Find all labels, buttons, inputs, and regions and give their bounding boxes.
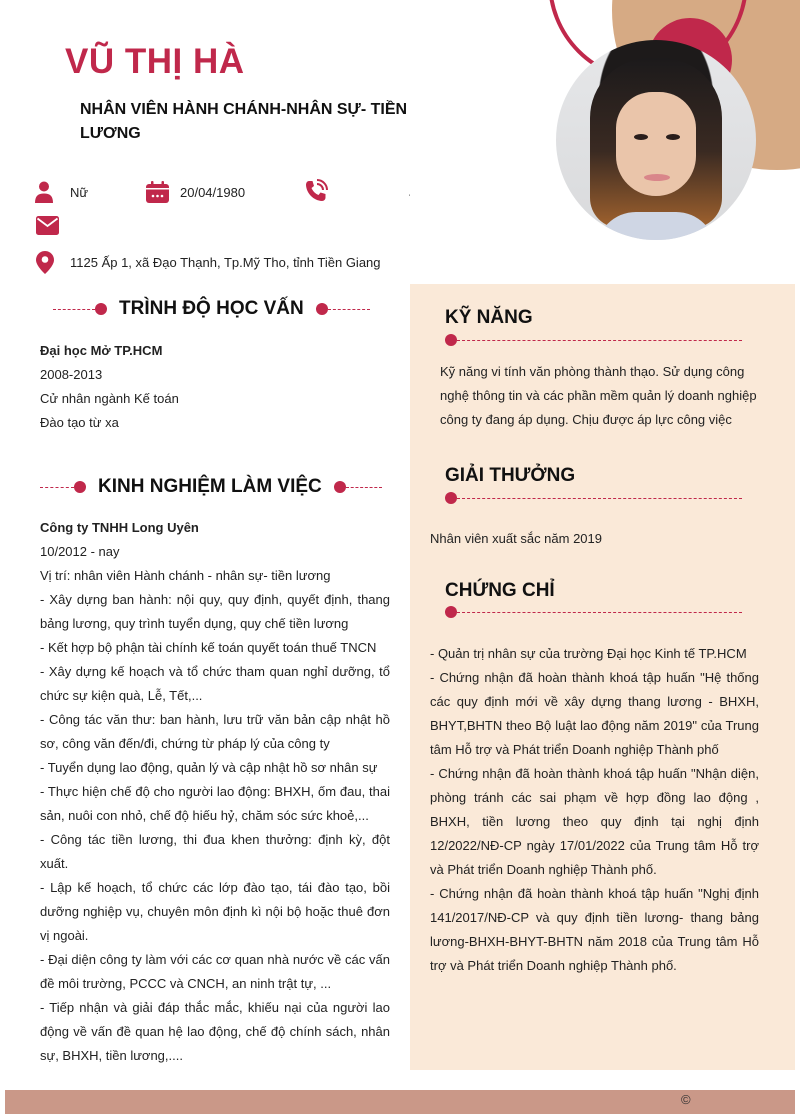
bullet-dot: [95, 303, 107, 315]
bullet-dot: [74, 481, 86, 493]
education-heading: [53, 298, 370, 320]
bullet-dot: [316, 303, 328, 315]
certificate-item: - Chứng nhận đã hoàn thành khoá tập huấn "Nghị định 141/2017/NĐ-CP và quy định tiền lương- thang bảng lương-BHXH-BHYT-BHTN năm 2018 của Trung tâm Hỗ trợ và Phát triển Doanh nghiệp Thành phố.: [430, 886, 759, 973]
divider-line: [457, 612, 742, 613]
divider-line: [457, 340, 742, 341]
experience-duty: - Đại diện công ty làm với các cơ quan nhà nước về các vấn đề môi trường, PCCC và CNCH, an ninh trật tự, ...: [40, 952, 390, 991]
bullet-dot: [445, 492, 457, 504]
education-mode: Đào tạo từ xa: [40, 415, 119, 430]
divider-line: [40, 487, 74, 488]
experience-duty: - Công tác tiền lương, thi đua khen thưởng: định kỳ, đột xuất.: [40, 832, 390, 871]
education-details: [40, 339, 390, 435]
skills-text: Kỹ năng vi tính văn phòng thành thạo. Sử dụng công nghệ thông tin và các phần mềm quản lý doanh nghiệp công ty đang áp dụng. Chịu được áp lực công việc: [440, 364, 757, 427]
experience-period: 10/2012 - nay: [40, 544, 120, 559]
contact-birthday: [145, 180, 245, 204]
education-heading-text: TRÌNH ĐỘ HỌC VẤN: [119, 298, 304, 319]
bullet-dot: [445, 334, 457, 346]
footer-mark: ©: [681, 1092, 691, 1107]
gender-value: Nữ: [70, 184, 89, 200]
contact-address: [35, 250, 381, 274]
phone-value-cursor: ˌ: [408, 186, 412, 197]
experience-duty: - Tuyển dụng lao động, quản lý và cập nhật hồ sơ nhân sự: [40, 760, 378, 775]
contact-phone: [304, 179, 408, 203]
experience-duty: - Xây dựng kế hoạch và tổ chức tham quan nghỉ dưỡng, tổ chức sự kiện quà, Lễ, Tết,...: [40, 664, 390, 703]
awards-divider: [445, 492, 742, 504]
education-period: 2008-2013: [40, 367, 103, 382]
certificates-list: [430, 642, 759, 978]
certificate-item: - Quản trị nhân sự của trường Đại học Kinh tế TP.HCM: [430, 646, 747, 661]
bullet-dot: [445, 606, 457, 618]
award-item: Nhân viên xuất sắc năm 2019: [430, 531, 602, 546]
divider-line: [328, 309, 370, 310]
location-pin-icon: [35, 250, 55, 274]
mail-icon: [35, 213, 59, 235]
contact-email: [35, 213, 75, 235]
experience-duty: - Xây dựng ban hành: nội quy, quy định, quyết định, thang bảng lương, quy trình tuyển dụng, quy chế tiền lương: [40, 592, 390, 631]
divider-line: [53, 309, 95, 310]
experience-duty: - Thực hiện chế độ cho người lao động: BHXH, ốm đau, thai sản, nuôi con nhỏ, chế độ hiếu hỷ, chăm sóc sức khoẻ,...: [40, 784, 390, 823]
experience-heading: [40, 476, 382, 498]
certificate-item: - Chứng nhận đã hoàn thành khoá tập huấn "Nhận diện, phòng tránh các sai phạm về hợp đồng lao động , BHXH, tiền lương theo quy định tại nghị định 12/2022/NĐ-CP ngày 17/01/2022 của Trung tâm Hỗ trợ và Phát triển Doanh nghiệp Thành phố.: [430, 766, 759, 877]
experience-heading-text: KINH NGHIỆM LÀM VIỆC: [98, 476, 322, 497]
education-degree: Cử nhân ngành Kế toán: [40, 391, 179, 406]
experience-duty: - Công tác văn thư: ban hành, lưu trữ văn bản cập nhật hồ sơ, công văn đến/đi, chứng từ pháp lý của công ty: [40, 712, 390, 751]
candidate-name: VŨ THỊ HÀ: [65, 42, 245, 81]
awards-heading: GIẢI THƯỞNG: [445, 465, 576, 486]
certificates-divider: [445, 606, 742, 618]
divider-line: [457, 498, 742, 499]
education-school: Đại học Mở TP.HCM: [40, 343, 163, 358]
calendar-icon: [145, 180, 169, 204]
phone-icon: [304, 179, 328, 203]
experience-duty: - Kết hợp bộ phận tài chính kế toán quyết toán thuế TNCN: [40, 640, 377, 655]
contact-gender: [34, 180, 88, 204]
experience-company: Công ty TNHH Long Uyên: [40, 520, 199, 535]
bullet-dot: [334, 481, 346, 493]
job-title: NHÂN VIÊN HÀNH CHÁNH-NHÂN SỰ- TIỀN LƯƠNG: [80, 101, 408, 142]
skills-divider: [445, 334, 742, 346]
birthday-value: 20/04/1980: [180, 184, 246, 200]
right-panel: [410, 284, 795, 1070]
profile-photo: [556, 40, 756, 240]
divider-line: [346, 487, 382, 488]
skills-heading: KỸ NĂNG: [445, 307, 533, 328]
experience-duty: - Lập kế hoạch, tổ chức các lớp đào tạo, tái đào tạo, bồi dưỡng nghiệp vụ, chuyên môn định kì nội bộ hoặc thuê đơn vị ngoài.: [40, 880, 390, 943]
certificate-item: - Chứng nhận đã hoàn thành khoá tập huấn "Hệ thống các quy định mới về xây dựng thang lương - BHXH, BHYT,BHTN theo Bộ luật lao động năm 2019" của Trung tâm Hỗ trợ và Phát triển Doanh nghiệp Thành phố: [430, 670, 759, 757]
certificates-heading: CHỨNG CHỈ: [445, 580, 555, 601]
experience-details: [40, 516, 390, 1068]
footer-bar: [5, 1090, 795, 1114]
experience-duty: - Tiếp nhận và giải đáp thắc mắc, khiếu nại của người lao động về vấn đề quan hệ lao động, chế độ chính sách, nhân sự, BHXH, tiền lương,....: [40, 1000, 390, 1063]
experience-position: Vị trí: nhân viên Hành chánh - nhân sự- tiền lương: [40, 568, 331, 583]
address-value: 1125 Ấp 1, xã Đạo Thạnh, Tp.Mỹ Tho, tỉnh Tiền Giang: [70, 254, 381, 270]
user-icon: [34, 180, 54, 204]
awards-list: [430, 527, 760, 551]
